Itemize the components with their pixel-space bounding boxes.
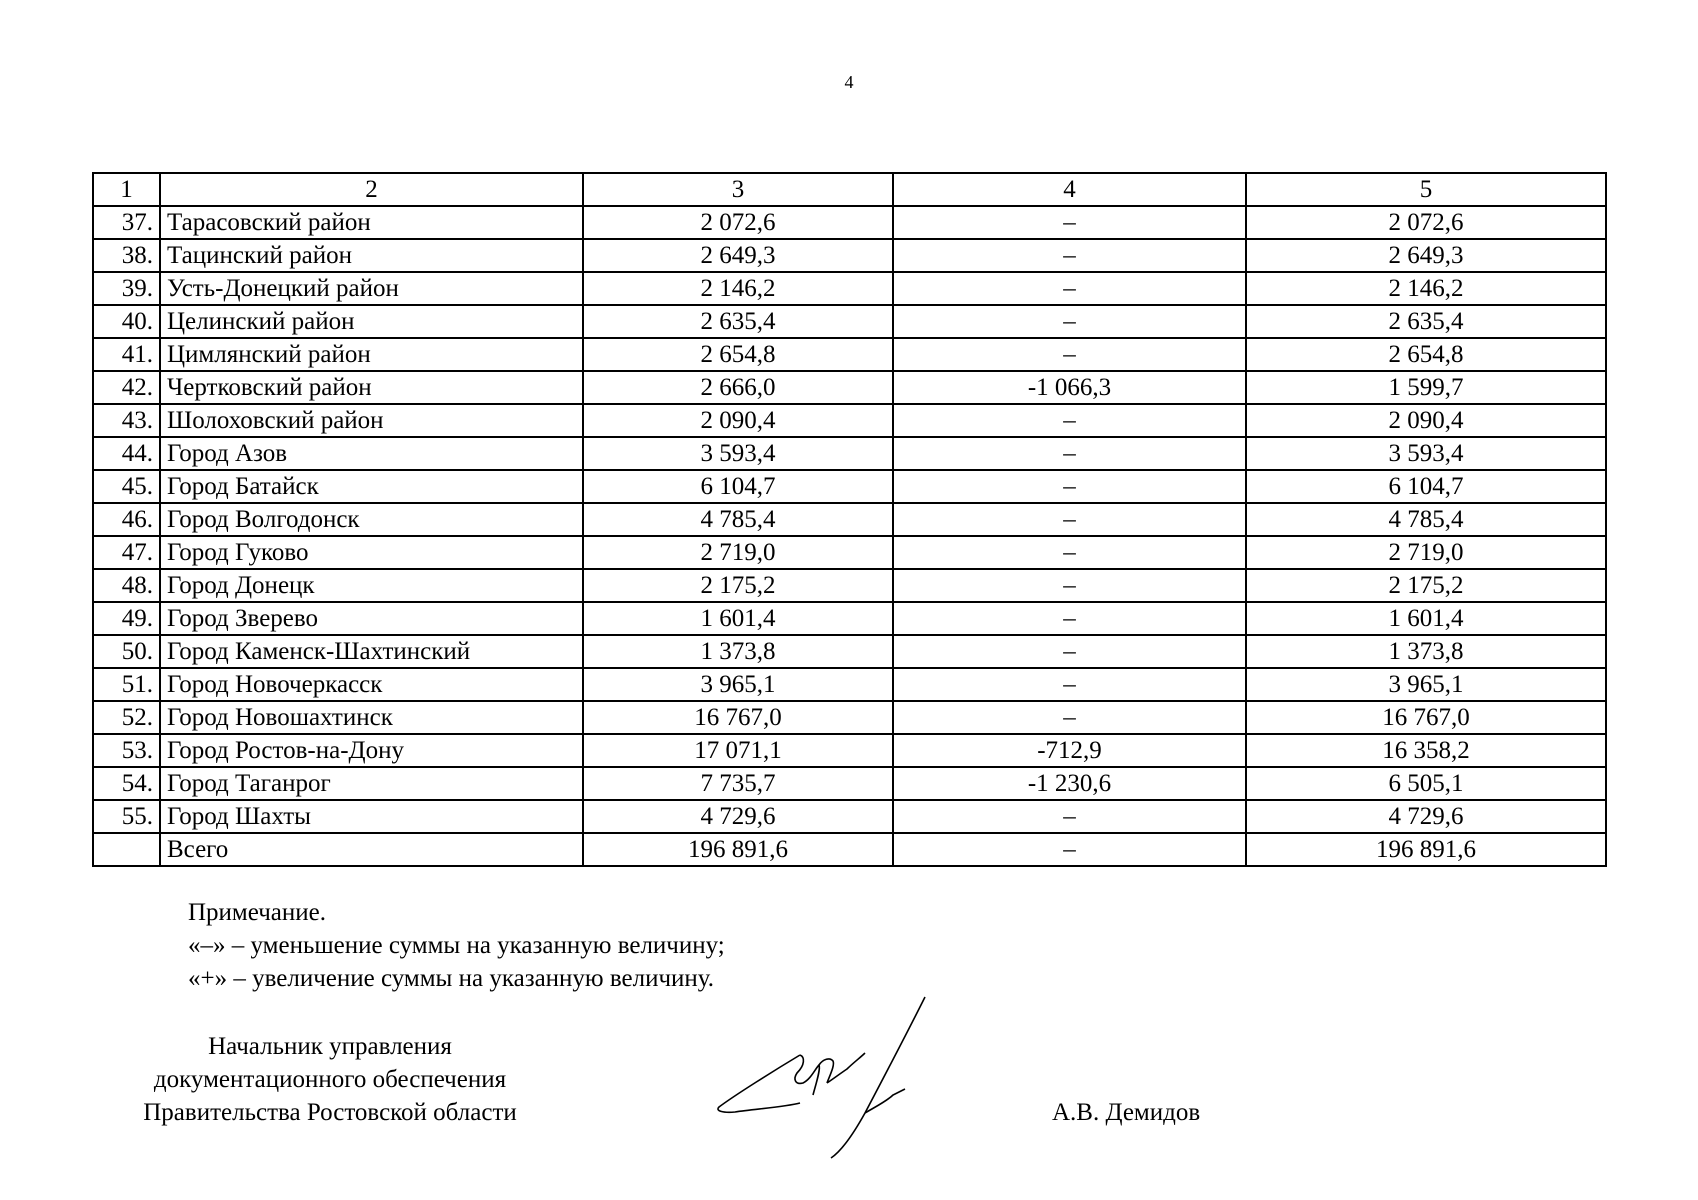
municipality-name: Целинский район (160, 305, 583, 338)
change-cell: – (893, 470, 1246, 503)
row-number: 49. (93, 602, 160, 635)
municipality-name: Всего (160, 833, 583, 866)
change-cell: -1 230,6 (893, 767, 1246, 800)
result-cell: 4 785,4 (1246, 503, 1606, 536)
row-number: 41. (93, 338, 160, 371)
total-row (93, 833, 1606, 866)
row-number: 40. (93, 305, 160, 338)
row-number: 50. (93, 635, 160, 668)
municipality-name: Город Каменск-Шахтинский (160, 635, 583, 668)
amount-cell: 2 175,2 (583, 569, 893, 602)
municipality-name: Город Зверево (160, 602, 583, 635)
amount-cell: 4 785,4 (583, 503, 893, 536)
municipality-name: Цимлянский район (160, 338, 583, 371)
table-row (93, 305, 1606, 338)
row-number: 46. (93, 503, 160, 536)
row-number: 39. (93, 272, 160, 305)
amount-cell: 6 104,7 (583, 470, 893, 503)
result-cell: 2 649,3 (1246, 239, 1606, 272)
signer-position-line: Правительства Ростовской области (143, 1099, 517, 1126)
table-row (93, 206, 1606, 239)
table-row (93, 734, 1606, 767)
row-number: 45. (93, 470, 160, 503)
row-number: 54. (93, 767, 160, 800)
result-cell: 2 635,4 (1246, 305, 1606, 338)
table-row (93, 437, 1606, 470)
signer-position (100, 1030, 560, 1129)
result-cell: 3 593,4 (1246, 437, 1606, 470)
result-cell: 2 146,2 (1246, 272, 1606, 305)
result-cell: 6 505,1 (1246, 767, 1606, 800)
change-cell: – (893, 569, 1246, 602)
row-number: 47. (93, 536, 160, 569)
municipality-name: Город Донецк (160, 569, 583, 602)
table-row (93, 635, 1606, 668)
change-cell: – (893, 272, 1246, 305)
result-cell: 4 729,6 (1246, 800, 1606, 833)
change-cell: – (893, 602, 1246, 635)
result-cell: 16 767,0 (1246, 701, 1606, 734)
amount-cell: 2 146,2 (583, 272, 893, 305)
amount-cell: 2 654,8 (583, 338, 893, 371)
amount-cell: 1 373,8 (583, 635, 893, 668)
amount-cell: 3 965,1 (583, 668, 893, 701)
row-number: 51. (93, 668, 160, 701)
row-number: 42. (93, 371, 160, 404)
change-cell: – (893, 404, 1246, 437)
table-row (93, 800, 1606, 833)
table-row (93, 569, 1606, 602)
table-row (93, 338, 1606, 371)
municipality-name: Город Азов (160, 437, 583, 470)
result-cell: 2 175,2 (1246, 569, 1606, 602)
row-number: 55. (93, 800, 160, 833)
handwritten-signature (715, 995, 985, 1160)
note-line: «–» – уменьшение суммы на указанную величину; (188, 932, 725, 959)
amount-cell: 2 719,0 (583, 536, 893, 569)
change-cell: -1 066,3 (893, 371, 1246, 404)
table-row (93, 668, 1606, 701)
municipality-name: Тацинский район (160, 239, 583, 272)
result-cell: 2 719,0 (1246, 536, 1606, 569)
signer-name: А.В. Демидов (1052, 1099, 1201, 1126)
row-number (93, 833, 160, 866)
row-number: 44. (93, 437, 160, 470)
table-row (93, 503, 1606, 536)
municipality-name: Чертковский район (160, 371, 583, 404)
table-row (93, 371, 1606, 404)
row-number: 48. (93, 569, 160, 602)
note-title: Примечание. (188, 899, 327, 926)
change-cell: – (893, 701, 1246, 734)
table-header-row (93, 173, 1606, 206)
change-cell: – (893, 338, 1246, 371)
change-cell: – (893, 833, 1246, 866)
table-row (93, 602, 1606, 635)
result-cell: 2 654,8 (1246, 338, 1606, 371)
result-cell: 196 891,6 (1246, 833, 1606, 866)
change-cell: – (893, 206, 1246, 239)
table-row (93, 536, 1606, 569)
change-cell: – (893, 437, 1246, 470)
amount-cell: 196 891,6 (583, 833, 893, 866)
change-cell: – (893, 635, 1246, 668)
amount-cell: 2 090,4 (583, 404, 893, 437)
amount-cell: 4 729,6 (583, 800, 893, 833)
result-cell: 2 090,4 (1246, 404, 1606, 437)
row-number: 52. (93, 701, 160, 734)
note-line: «+» – увеличение суммы на указанную величину. (188, 965, 715, 992)
result-cell: 1 599,7 (1246, 371, 1606, 404)
result-cell: 16 358,2 (1246, 734, 1606, 767)
page-number: 4 (844, 72, 854, 92)
amount-cell: 1 601,4 (583, 602, 893, 635)
table-row (93, 239, 1606, 272)
change-cell: -712,9 (893, 734, 1246, 767)
table-row (93, 404, 1606, 437)
result-cell: 1 601,4 (1246, 602, 1606, 635)
row-number: 38. (93, 239, 160, 272)
table-row (93, 272, 1606, 305)
municipality-name: Город Новочеркасск (160, 668, 583, 701)
amount-cell: 17 071,1 (583, 734, 893, 767)
amount-cell: 2 666,0 (583, 371, 893, 404)
column-header: 3 (583, 173, 893, 206)
amount-cell: 2 072,6 (583, 206, 893, 239)
amount-cell: 7 735,7 (583, 767, 893, 800)
change-cell: – (893, 305, 1246, 338)
row-number: 53. (93, 734, 160, 767)
result-cell: 3 965,1 (1246, 668, 1606, 701)
municipality-name: Город Шахты (160, 800, 583, 833)
row-number: 43. (93, 404, 160, 437)
amount-cell: 2 635,4 (583, 305, 893, 338)
result-cell: 6 104,7 (1246, 470, 1606, 503)
municipality-name: Город Таганрог (160, 767, 583, 800)
column-header: 5 (1246, 173, 1606, 206)
table-row (93, 701, 1606, 734)
municipality-name: Город Новошахтинск (160, 701, 583, 734)
result-cell: 2 072,6 (1246, 206, 1606, 239)
municipality-name: Город Батайск (160, 470, 583, 503)
signer-position-line: документационного обеспечения (153, 1066, 507, 1093)
amount-cell: 16 767,0 (583, 701, 893, 734)
amount-cell: 2 649,3 (583, 239, 893, 272)
municipality-name: Усть-Донецкий район (160, 272, 583, 305)
column-header: 4 (893, 173, 1246, 206)
column-header: 1 (93, 173, 160, 206)
table-body (93, 206, 1606, 866)
note (188, 896, 725, 995)
change-cell: – (893, 536, 1246, 569)
change-cell: – (893, 503, 1246, 536)
amount-cell: 3 593,4 (583, 437, 893, 470)
table-row (93, 470, 1606, 503)
change-cell: – (893, 800, 1246, 833)
change-cell: – (893, 668, 1246, 701)
signer-position-line: Начальник управления (208, 1033, 452, 1060)
municipality-name: Город Гуково (160, 536, 583, 569)
municipality-name: Город Ростов-на-Дону (160, 734, 583, 767)
column-header: 2 (160, 173, 583, 206)
table-row (93, 767, 1606, 800)
municipality-name: Город Волгодонск (160, 503, 583, 536)
budget-table (92, 172, 1607, 867)
municipality-name: Тарасовский район (160, 206, 583, 239)
result-cell: 1 373,8 (1246, 635, 1606, 668)
row-number: 37. (93, 206, 160, 239)
municipality-name: Шолоховский район (160, 404, 583, 437)
change-cell: – (893, 239, 1246, 272)
